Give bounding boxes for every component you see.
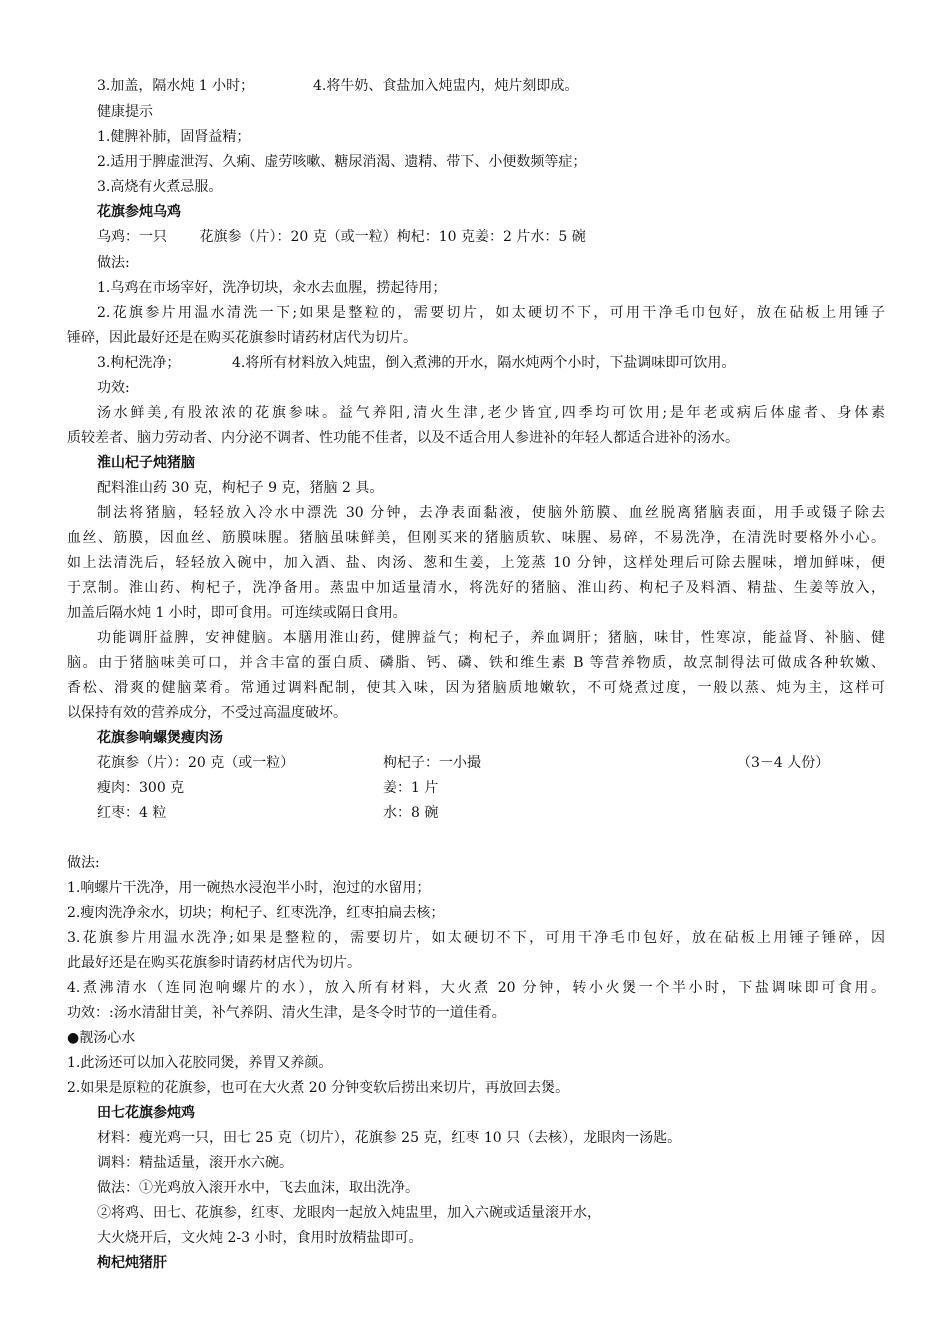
ingredients-line: 配料淮山药 30 克，枸杞子 9 克，猪脑 2 具。	[97, 480, 384, 496]
method-line: 大火烧开后，文火炖 2-3 小时，食用时放精盐即可。	[97, 1230, 423, 1246]
effect-heading: 功效:	[97, 380, 130, 396]
paragraph-line: 制法将猪脑，轻轻放入冷水中漂洗 30 分钟，去净表面黏液，使脑外筋膜、血丝脱离猪脑表面，用手或镊子除去	[97, 505, 885, 521]
paragraph-line: 3.高烧有火煮忌服。	[97, 179, 223, 195]
paragraph-line: 于烹制。淮山药、枸杞子，洗净备用。蒸盅中加适量清水，将洗好的猪脑、淮山药、枸杞子及料酒、精盐、生姜等放入，	[67, 580, 885, 596]
step-text: 1.响螺片干洗净，用一碗热水浸泡半小时，泡过的水留用；	[67, 880, 431, 896]
tip-heading: ●靓汤心水	[67, 1030, 136, 1046]
ingredient-item: 瘦肉：300 克	[97, 780, 185, 796]
method-line: 做法：①光鸡放入滚开水中，飞去血沫，取出洗净。	[97, 1180, 419, 1196]
step-text: 2.瘦肉洗净汆水，切块；枸杞子、红枣洗净，红枣拍扁去核；	[67, 905, 445, 921]
ingredient-item: 水：8 碗	[383, 805, 439, 821]
paragraph-line: 如上法清洗后，轻轻放入碗中，加入酒、盐、肉汤、葱和生姜，上笼蒸 10 分钟，这样处理后可除去腥味，增加鲜味，便	[67, 555, 885, 571]
servings-note: （3－4 人份）	[737, 755, 830, 771]
step-text: 1.乌鸡在市场宰好，洗净切块，汆水去血腥，捞起待用；	[97, 280, 447, 296]
method-heading: 做法:	[67, 855, 100, 871]
recipe-title: 田七花旗参炖鸡	[97, 1105, 195, 1121]
step-text: 2.花旗参片用温水清洗一下;如果是整粒的，需要切片，如太硬切不下，可用干净毛巾包好，放在砧板上用锤子	[97, 305, 885, 321]
paragraph-line: 加盖后隔水炖 1 小时，即可食用。可连续或隔日食用。	[67, 605, 407, 621]
tip-item: 2.如果是原粒的花旗参，也可在大火煮 20 分钟变软后捞出来切片，再放回去煲。	[67, 1080, 570, 1096]
ingredient-item: 枸杞子：一小撮	[383, 755, 481, 771]
ingredient-item: 花旗参（片）：20 克（或一粒）	[97, 755, 295, 771]
step-text: 4.将所有材料放入炖盅，倒入煮沸的开水，隔水炖两个小时，下盐调味即可饮用。	[232, 355, 736, 371]
recipe-title: 淮山杞子炖猪脑	[97, 455, 195, 471]
paragraph-line: 汤水鲜美,有股浓浓的花旗参味。益气养阳,清火生津,老少皆宜,四季均可饮用;是年老或病后体虚者、身体素	[97, 405, 885, 421]
paragraph-line: 血丝、筋膜，因血丝、筋膜味腥。猪脑虽味鲜美，但刚买来的猪脑质软、味腥、易碎，不易洗净，在清洗时要格外小心。	[67, 530, 885, 546]
paragraph-line: 脑。由于猪脑味美可口，并含丰富的蛋白质、磷脂、钙、磷、铁和维生素 B 等营养物质，故烹制得法可做成各种软嫩、	[67, 655, 885, 671]
paragraph-line: 1.健脾补肺，固肾益精；	[97, 129, 251, 145]
step-text: 锤碎，因此最好还是在购买花旗参时请药材店代为切片。	[67, 330, 417, 346]
method-heading: 做法:	[97, 255, 130, 271]
step-text: 4.煮沸清水（连同泡响螺片的水），放入所有材料，大火煮 20 分钟，转小火煲一个半小时，下盐调味即可食用。	[67, 980, 885, 996]
recipe-title: 花旗参响螺煲瘦肉汤	[97, 730, 223, 746]
recipe-title: 枸杞炖猪肝	[97, 1255, 167, 1271]
step-text: 3.枸杞洗净；	[97, 355, 181, 371]
paragraph-line: 以保持有效的营养成分，不受过高温度破坏。	[67, 705, 347, 721]
step-text: 此最好还是在购买花旗参时请药材店代为切片。	[67, 955, 361, 971]
seasoning-line: 调料：精盐适量，滚开水六碗。	[97, 1155, 293, 1171]
step-text: 3.花旗参片用温水洗净;如果是整粒的，需要切片，如太硬切不下，可用干净毛巾包好，放在砧板上用锤子锤碎，因	[67, 930, 885, 946]
paragraph-line: 2.适用于脾虚泄泻、久痢、虚劳咳嗽、糖尿消渴、遗精、带下、小便数频等症；	[97, 154, 587, 170]
step-text: 4.将牛奶、食盐加入炖盅内，炖片刻即成。	[313, 78, 579, 94]
paragraph-line: 香松、滑爽的健脑菜肴。常通过调料配制，使其入味，因为猪脑质地嫩软，不可烧煮过度，一般以蒸、炖为主，这样可	[67, 680, 885, 696]
step-text: 3.加盖，隔水炖 1 小时；	[97, 78, 255, 94]
method-line: ②将鸡、田七、花旗参，红枣、龙眼肉一起放入炖盅里，加入六碗或适量滚开水，	[97, 1205, 601, 1221]
tip-item: 1.此汤还可以加入花胶同煲，养胃又养颜。	[67, 1055, 333, 1071]
recipe-title: 花旗参炖乌鸡	[97, 204, 181, 220]
materials-line: 材料：瘦光鸡一只，田七 25 克（切片），花旗参 25 克，红枣 10 只（去核），龙眼肉一汤匙。	[97, 1130, 682, 1146]
effect-line: 功效：:汤水清甜甘美，补气养阴、清火生津，是冬令时节的一道佳肴。	[67, 1005, 506, 1021]
ingredient-item: 红枣：4 粒	[97, 805, 167, 821]
paragraph-line: 功能调肝益脾，安神健脑。本膳用淮山药，健脾益气；枸杞子，养血调肝；猪脑，味甘，性寒凉，能益肾、补脑、健	[97, 630, 885, 646]
ingredient-item: 姜：1 片	[383, 780, 439, 796]
paragraph-line: 质较差者、脑力劳动者、内分泌不调者、性功能不佳者，以及不适合用人参进补的年轻人都适合进补的汤水。	[67, 430, 739, 446]
section-heading: 健康提示	[97, 104, 153, 120]
ingredients-line: 乌鸡：一只 花旗参（片）：20 克（或一粒）枸杞：10 克姜：2 片水：5 碗	[97, 229, 586, 245]
